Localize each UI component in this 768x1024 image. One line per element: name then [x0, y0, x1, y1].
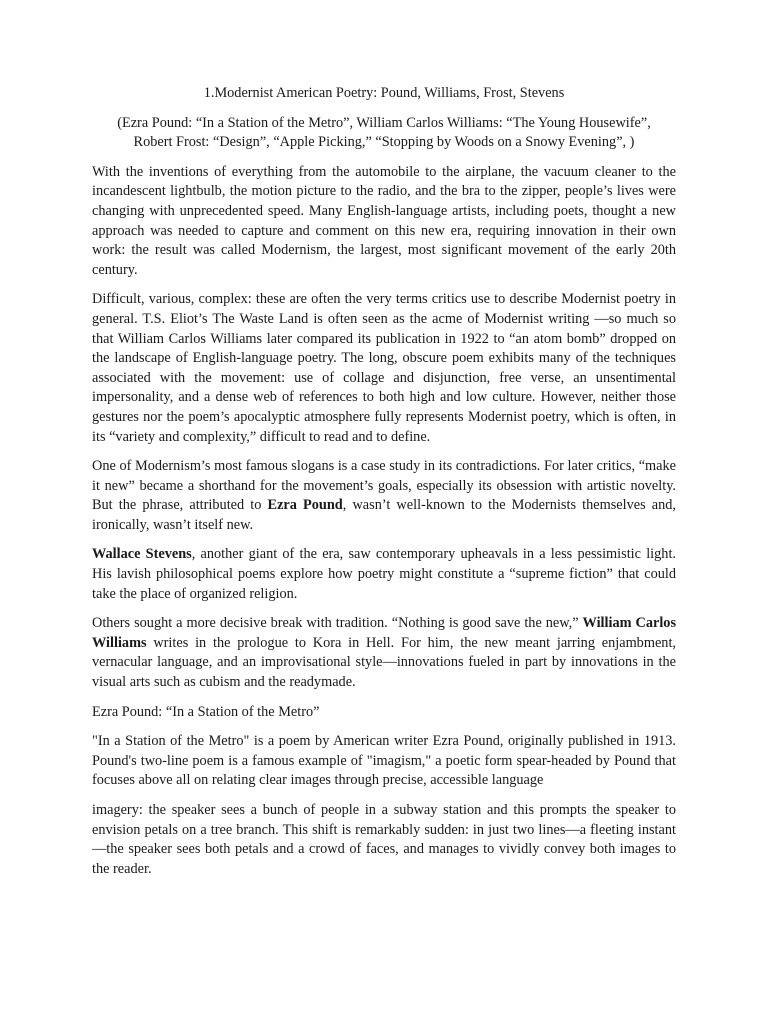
paragraph-make-it-new	[92, 457, 676, 535]
william-carlos-williams-name: William Carlos Williams	[92, 615, 677, 651]
section-heading-metro: Ezra Pound: “In a Station of the Metro”	[92, 703, 320, 720]
p4-text-after: , another giant of the era, saw contemporary upheavals in a less pessimistic light. His lavish philosophical poems explore how poetry might constitute a “supreme fiction” that could take the place of organized religion.	[92, 546, 676, 602]
subtitle-line-2: Robert Frost: “Design”, “Apple Picking,” “Stopping by Woods on a Snowy Evening”, )	[133, 134, 635, 151]
document-page	[92, 84, 676, 889]
document-title: 1.Modernist American Poetry: Pound, Williams, Frost, Stevens	[203, 85, 565, 101]
p5-text-before: Others sought a more decisive break with tradition. “Nothing is good save the new,”	[92, 615, 583, 632]
subtitle-line-1: (Ezra Pound: “In a Station of the Metro”, William Carlos Williams: “The Young Housewife”,	[117, 114, 651, 131]
p3-text-after: , wasn’t well-known to the Modernists themselves and, ironically, wasn’t itself new.	[92, 497, 676, 533]
paragraph-williams	[92, 614, 676, 692]
paragraph-metro-imagery: imagery: the speaker sees a bunch of people in a subway station and this prompts the speaker to envision petals on a tree branch. This shift is remarkably sudden: in just two lines—a fleeting instant—the speaker sees both petals and a crowd of faces, and manages to vividly convey both images to the reader.	[92, 802, 676, 877]
paragraph-intro: With the inventions of everything from the automobile to the airplane, the vacuum cleaner to the incandescent lightbulb, the motion picture to the radio, and the bra to the zipper, people’s lives were changing with unprecedented speed. Many English-language artists, including poets, thought a new approach was needed to capture and comment on this new era, requiring innovation in their own work: the result was called Modernism, the largest, most significant movement of the early 20th century.	[92, 163, 676, 278]
p3-text-before: One of Modernism’s most famous slogans is a case study in its contradictions. For later critics, “make it new” became a shorthand for the movement’s goals, especially its obsession with artistic novelty. But the phrase, attributed to	[92, 458, 676, 514]
p5-text-after: writes in the prologue to Kora in Hell. For him, the new meant jarring enjambment, vernacular language, and an improvisational style—innovations fueled in part by innovations in the visual arts such as cubism and the readymade.	[92, 634, 676, 691]
paragraph-metro-intro: "In a Station of the Metro" is a poem by American writer Ezra Pound, originally published in 1913. Pound's two-line poem is a famous example of "imagism," a poetic form spear-headed by Pound that focuses above all on relating clear images through precise, accessible language	[92, 733, 676, 789]
wallace-stevens-name: Wallace Stevens	[92, 546, 192, 563]
paragraph-stevens	[92, 545, 676, 604]
paragraph-difficult: Difficult, various, complex: these are often the very terms critics use to describe Modernist poetry in general. T.S. Eliot’s The Waste Land is often seen as the acme of Modernist writing —so much so that William Carlos Williams later compared its publication in 1922 to “an atom bomb” dropped on the landscape of English-language poetry. The long, obscure poem exhibits many of the techniques associated with the movement: use of collage and disjunction, free verse, an unsentimental impersonality, and a dense web of references to both high and low culture. However, neither those gestures nor the poem’s apocalyptic atmosphere fully represents Modernist poetry, which is often, in its “variety and complexity,” difficult to read and to define.	[92, 291, 676, 445]
document-subtitle	[92, 114, 676, 153]
ezra-pound-name: Ezra Pound	[267, 497, 343, 514]
